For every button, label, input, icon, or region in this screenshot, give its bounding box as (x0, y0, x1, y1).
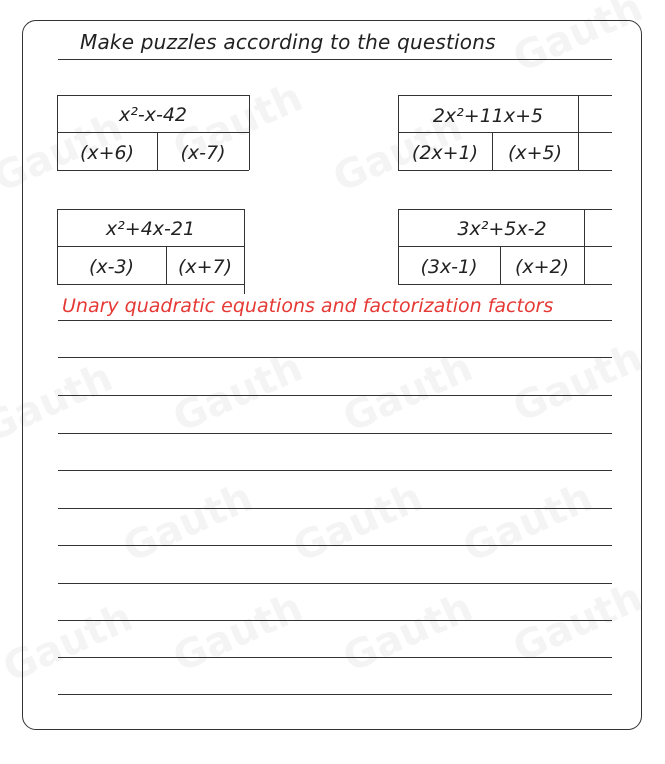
page-title: Make puzzles according to the questions (80, 30, 496, 54)
puzzle-factor: (3x-1) (420, 256, 478, 278)
puzzle-factor: (x+2) (514, 256, 570, 278)
writing-line (58, 657, 612, 658)
title-underline (58, 59, 612, 60)
puzzle-factor: (x+7) (177, 256, 233, 278)
writing-line (58, 470, 612, 471)
puzzle-factor: (x+5) (507, 142, 563, 164)
puzzle-factor: (x+6) (79, 142, 135, 164)
writing-line (58, 508, 612, 509)
puzzle-expression: 3x²+5x-2 (457, 218, 547, 240)
writing-line (58, 320, 612, 321)
puzzle-expression: x²-x-42 (119, 104, 187, 126)
writing-line (58, 545, 612, 546)
puzzle-factor: (x-7) (180, 142, 226, 164)
writing-line (58, 620, 612, 621)
writing-line (58, 357, 612, 358)
writing-line (58, 694, 612, 695)
section-title: Unary quadratic equations and factorization factors (62, 295, 554, 317)
puzzle-expression: 2x²+11x+5 (432, 105, 544, 127)
writing-line (58, 433, 612, 434)
puzzle-factor: (x-3) (88, 256, 134, 278)
puzzle-expression: x²+4x-21 (105, 218, 196, 240)
puzzle-factor: (2x+1) (411, 142, 479, 164)
writing-line (58, 395, 612, 396)
writing-line (58, 583, 612, 584)
